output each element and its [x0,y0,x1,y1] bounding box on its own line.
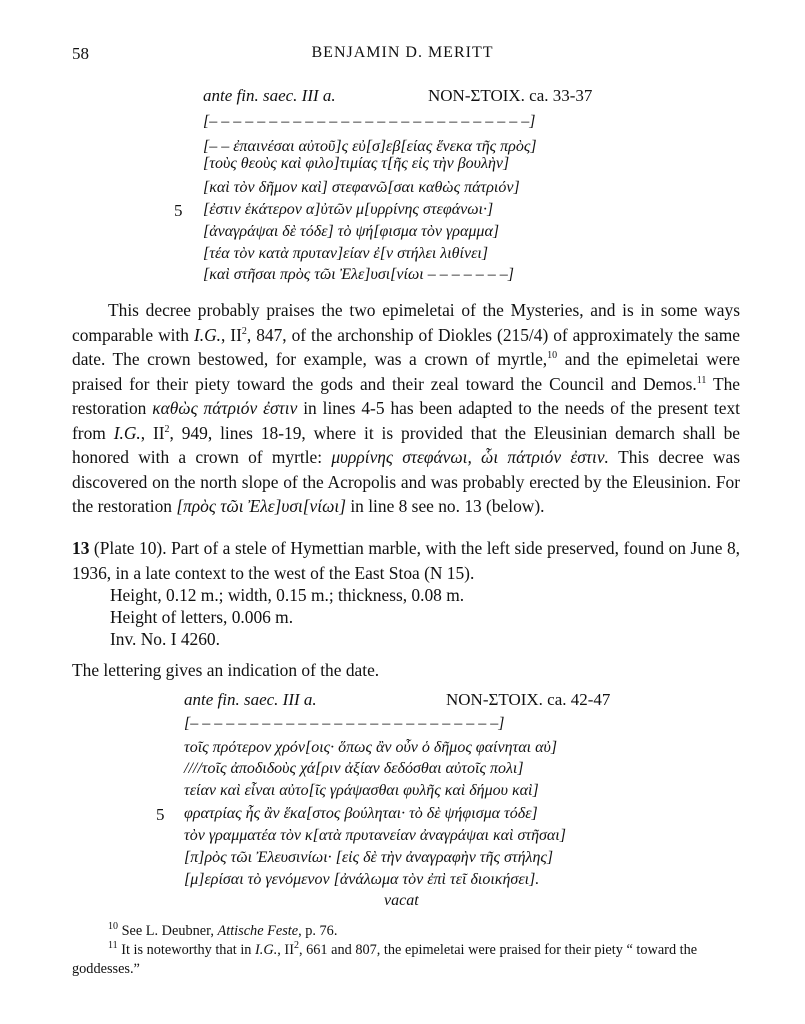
inscription-b-line: ////τοῖς ἀποδιδοὺς χά[ριν ἀξίαν δεδόσθαι αὐτοῖς πολι] [184,760,524,777]
inscription-b-line: [μ]ερίσαι τὸ γενόμενον [ἀνάλωμα τὸν ἐπὶ τεῖ διοικήσει]. [184,871,540,888]
inscription-b-line: [π]ρὸς τῶι Ἐλευσινίωι· [εἰς δὲ τὴν ἀναγραφὴν τῆς στήλης] [184,849,554,866]
footnote-11: $^{11}$ It is noteworthy that in I.G., $II^2$, 661 and 807, the epimeletai were praised for their piety “ toward the goddesses.” [72,940,698,977]
line-number: 5 [156,805,165,824]
inscription-b-line: τὸν γραμματέα τὸν κ[ατὰ πρυτανείαν ἀναγράψαι καὶ στῆσαι] [184,827,566,844]
commentary-paragraph: This decree probably praises the two epimeletai of the Mysteries, and is in some ways comparable with I.G., $II^2$, 847, of the archonship of Diokles (215/4) of approximately the same date. The crown bestowed, for example, was a crown of myrtle,$^{10}$ and the epimeletai were praised for their piety toward the gods and their zeal toward the Council and Demos.$^{11}$ The restoration καθὼς πάτριόν ἐστιν in lines 4-5 has been adapted to the needs of the present text from I.G., $II^2$, 949, lines 18-19, where it is provided that the Eleusinian demarch shall be honored with a crown of myrtle: μυρρίνης στεφάνωι, ὧι πάτριόν ἐστιν. This decree was discovered on the north slope of the Acropolis and was probably erected by the Eleusinion. For the restoration [πρὸς τῶι Ἐλε]υσι[νίωι] in line 8 see no. 13 (below). [72,300,740,516]
lettering-note: The lettering gives an indication of the date. [72,660,380,680]
letter-height: Height of letters, 0.006 m. [110,607,294,627]
line-number: 5 [174,201,183,220]
dimensions: Height, 0.12 m.; width, 0.15 m.; thickness, 0.08 m. [110,585,465,605]
inscription-a-line: [καὶ τὸν δῆμον καὶ] στεφανῶ[σαι καθὼς πάτριόν] [203,179,520,196]
footnote-10: $^{10}$ See L. Deubner, Attische Feste, p. 76. [108,921,338,939]
inscription-a-format: NON-ΣΤΟΙΧ. ca. 33-37 [428,86,593,105]
inscription-a-line: [τοὺς θεοὺς καὶ φιλο]τιμίας τ[ῆς εἰς τὴν βουλὴν] [203,155,510,172]
inscription-b-date: ante fin. saec. III a. [184,690,317,709]
footnotes [72,922,740,979]
inscription-a-line: [ἐστιν ἑκάτερον α]ὐτῶν μ[υρρίνης στεφάνωι·] [203,201,494,218]
inscription-b-line: τείαν καὶ εἶναι αὐτο[ῖς γράψασθαι φυλῆς καὶ δήμου καὶ] [184,782,539,799]
inscription-b-line: φρατρίας ἧς ἂν ἕκα[στος βούληται· τὸ δὲ ψήφισμα τόδε] [184,805,538,822]
inscription-b-line: [– – – – – – – – – – – – – – – – – – – – – – – – – –] [184,715,505,732]
inscription-a-line: [ἀναγράψαι δὲ τόδε] τὸ ψή[φισμα τὸν γραμμα] [203,223,500,240]
inscription-a-line: [– – ἐπαινέσαι αὐτοῦ]ς εὐ[σ]εβ[είας ἕνεκα τῆς πρὸς] [203,138,537,155]
running-title: BENJAMIN D. MERITT [311,44,494,61]
inscription-b-line: τοῖς πρότερον χρόν[οις· ὅπως ἂν οὖν ὁ δῆμος φαίνηται αὐ] [184,739,558,756]
inscription-a-line: [καὶ στῆσαι πρὸς τῶι Ἐλε]υσι[νίωι – – – – – – –] [203,266,514,283]
inscription-a-line: [– – – – – – – – – – – – – – – – – – – – – – – – – – –] [203,113,536,130]
inscription-b-format: NON-ΣΤΟΙΧ. ca. 42-47 [446,690,611,709]
inscription-a-date: ante fin. saec. III a. [203,86,336,105]
entry-number: 13 [72,538,90,558]
entry-13-description: 13 (Plate 10). Part of a stele of Hymettian marble, with the left side preserved, found on June 8, 1936, in a late context to the west of the East Stoa (N 15). [72,538,740,583]
inventory-number: Inv. No. I 4260. [110,629,220,649]
page-number: 58 [72,44,89,63]
footnote-ref: 11 [696,374,707,386]
inscription-a-line: [τέα τὸν κατὰ πρυταν]είαν ἐ[ν στήλει λιθίνει] [203,245,489,262]
vacat-note: vacat [384,892,419,909]
footnote-ref: 10 [547,350,558,362]
